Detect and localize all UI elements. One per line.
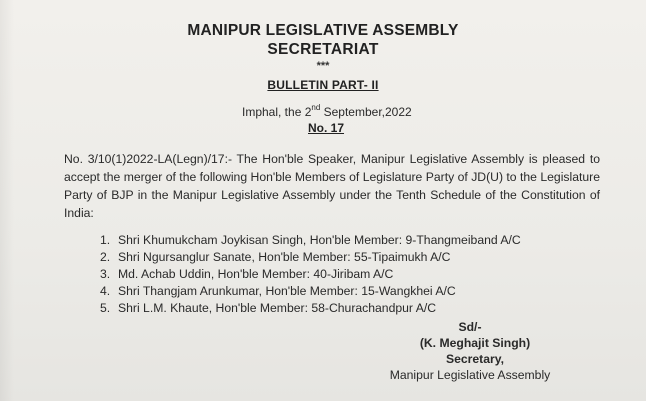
signatory-name: (K. Meghajit Singh) [419, 336, 531, 350]
members-list [100, 232, 521, 317]
list-item-number: 2. [100, 250, 111, 264]
list-item [100, 300, 521, 317]
list-item-number: 3. [100, 267, 111, 281]
date-prefix: Imphal, the 2 [242, 105, 312, 119]
date-ordinal-suffix: nd [311, 103, 321, 112]
date-line [242, 104, 412, 119]
date-rest: September,2022 [320, 105, 412, 119]
list-item [100, 249, 521, 266]
list-item [100, 232, 521, 249]
list-item [100, 266, 521, 283]
signatory-designation: Secretary, [445, 352, 505, 366]
list-item-text: Shri L.M. Khaute, Hon'ble Member: 58-Churachandpur A/C [118, 301, 437, 315]
signatory-organisation: Manipur Legislative Assembly [389, 368, 551, 382]
bulletin-number: No. 17 [308, 121, 345, 135]
list-item-text: Shri Ngursanglur Sanate, Hon'ble Member: 55-Tipaimukh A/C [118, 250, 451, 264]
list-item-text: Md. Achab Uddin, Hon'ble Member: 40-Jiribam A/C [118, 267, 394, 281]
list-item-text: Shri Thangjam Arunkumar, Hon'ble Member: 15-Wangkhei A/C [118, 284, 456, 298]
list-item-text: Shri Khumukcham Joykisan Singh, Hon'ble Member: 9-Thangmeiband A/C [118, 233, 521, 247]
bulletin-heading: BULLETIN PART- II [267, 78, 379, 92]
list-item-number: 4. [100, 284, 111, 298]
list-item [100, 283, 521, 300]
list-item-number: 5. [100, 301, 111, 315]
assembly-title: MANIPUR LEGISLATIVE ASSEMBLY [187, 22, 459, 39]
signature-sd: Sd/- [458, 320, 482, 334]
notice-body: No. 3/10(1)2022-LA(Legn)/17:- The Hon'ble Speaker, Manipur Legislative Assembly is pleased to accept the merger of the following Hon'ble Members of Legislature Party of JD(U) to the Legislature Party of BJP in the Manipur Legislative Assembly under the Tenth Schedule of the Constitution of India: [64, 152, 600, 220]
separator-stars: *** [316, 60, 330, 72]
list-item-number: 1. [100, 233, 111, 247]
secretariat-title: SECRETARIAT [267, 41, 379, 58]
